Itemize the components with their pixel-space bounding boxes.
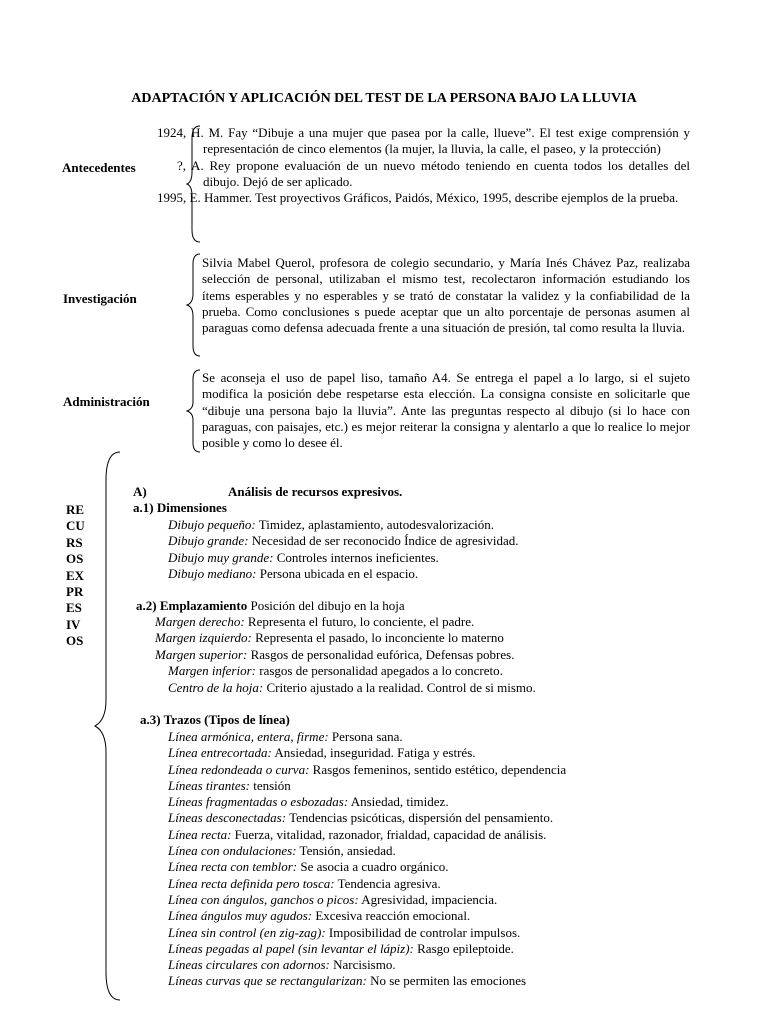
list-item: [155, 647, 514, 663]
item-term: Línea recta:: [168, 826, 232, 842]
item-term: Dibujo mediano:: [168, 565, 257, 581]
item-desc: Representa el futuro, lo conciente, el padre.: [244, 614, 475, 629]
vertical-syllable: RE: [66, 502, 85, 517]
investigacion-brace: [186, 252, 202, 358]
list-item: [168, 973, 566, 989]
recursos-vertical-label: [66, 502, 85, 650]
item-term: Línea con ángulos, ganchos o picos:: [168, 891, 359, 907]
vertical-syllable: OS: [66, 633, 84, 649]
vertical-syllable: CU: [66, 518, 85, 534]
administracion-label: Administración: [63, 394, 150, 409]
antecedentes-entries: [157, 125, 690, 206]
a2-title: a.2) Emplazamiento: [136, 598, 248, 613]
a2-heading: [136, 598, 405, 614]
item-term: Margen izquierdo:: [155, 630, 252, 645]
item-desc: Controles internos ineficientes.: [273, 549, 439, 565]
list-item: [168, 550, 519, 566]
a2-subtitle: Posición del dibujo en la hoja: [247, 598, 405, 613]
item-desc: Fuerza, vitalidad, razonador, frialdad, capacidad de análisis.: [231, 826, 547, 842]
item-desc: Agresividad, impaciencia.: [358, 891, 498, 907]
item-desc: Rasgos de personalidad eufórica, Defensas pobres.: [247, 647, 515, 662]
item-term: Línea entrecortada:: [168, 745, 272, 761]
list-item: [168, 680, 536, 696]
antecedentes-label: Antecedentes: [62, 160, 136, 175]
a1-list: [168, 517, 519, 582]
list-item: [168, 843, 566, 859]
recursos-brace: [92, 450, 124, 1002]
item-term: Líneas desconectadas:: [168, 810, 287, 826]
item-term: Margen superior:: [155, 647, 248, 662]
vertical-syllable: IV: [66, 616, 81, 632]
vertical-syllable: PR: [66, 584, 84, 600]
item-desc: No se permiten las emociones: [366, 973, 527, 989]
a1-title: a.1) Dimensiones: [133, 500, 227, 515]
item-term: Margen inferior:: [168, 663, 256, 678]
administracion-brace: [186, 368, 202, 454]
item-desc: Persona sana.: [328, 729, 403, 744]
list-item: [168, 762, 566, 778]
item-desc: Imposibilidad de controlar impulsos.: [325, 924, 521, 940]
item-desc: Rasgo epileptoide.: [413, 940, 514, 956]
item-term: Líneas pegadas al papel (sin levantar el lápiz):: [168, 940, 414, 956]
item-term: Línea con ondulaciones:: [168, 843, 297, 859]
list-item: [168, 892, 566, 908]
list-item: [168, 908, 566, 924]
vertical-syllable: EX: [66, 567, 85, 583]
list-item: [168, 566, 519, 582]
item-term: Dibujo pequeño:: [168, 517, 256, 532]
item-term: Línea armónica, entera, firme:: [168, 729, 329, 744]
item-term: Líneas tirantes:: [168, 777, 250, 793]
list-item: [168, 957, 566, 973]
item-desc: Representa el pasado, lo inconciente lo materno: [251, 630, 504, 645]
item-desc: tensión: [249, 777, 291, 793]
document-title: ADAPTACIÓN Y APLICACIÓN DEL TEST DE LA PERSONA BAJO LA LLUVIA: [131, 91, 637, 106]
item-term: Dibujo grande:: [168, 533, 249, 549]
list-item: [168, 941, 566, 957]
item-term: Línea recta con temblor:: [168, 859, 298, 875]
item-term: Línea redondeada o curva:: [168, 761, 310, 777]
vertical-syllable: RS: [66, 534, 83, 550]
list-item: [155, 614, 474, 630]
item-term: Líneas circulares con adornos:: [168, 957, 330, 973]
item-term: Líneas curvas que se rectangularizan:: [168, 973, 367, 989]
item-desc: Se asocia a cuadro orgánico.: [297, 859, 449, 875]
item-desc: Ansiedad, inseguridad. Fatiga y estrés.: [271, 745, 476, 761]
item-desc: rasgos de personalidad apegados a lo concreto.: [255, 663, 503, 678]
item-desc: Tendencia agresiva.: [334, 875, 441, 891]
item-desc: Persona ubicada en el espacio.: [256, 565, 419, 581]
list-item: [168, 827, 566, 843]
investigacion-text: Silvia Mabel Querol, profesora de colegio secundario, y María Inés Chávez Paz, realizaba selección de personal, utilizaban el mismo test, recolectaron información estudiando los ítems esperables y no esperables y se trató de constatar la validez y la confiabilidad de la prueba. Como conclusiones s puede aceptar que un alto porcentaje de personas asumen al paraguas como defensa adecuada frente a una situación de presión, tal como resulta la lluvia.: [202, 255, 690, 336]
administracion-text: Se aconseja el uso de papel liso, tamaño A4. Se entrega el papel a lo largo, si el sujeto modifica la posición debe respetarse esta elección. La consigna consiste en solicitarle que “dibuje una persona bajo la lluvia”. Ante las preguntas respecto al dibujo (si lo hace con paraguas, con paisajes, etc.) es mejor reiterar la consigna y alentarlo a que lo realice lo mejor posible y como lo desee él.: [202, 370, 690, 451]
list-item: [168, 925, 566, 941]
antecedente-1995: 1995, E. Hammer. Test proyectivos Gráficos, Paidós, México, 1995, describe ejemplos de la prueba.: [157, 190, 679, 206]
a3-list: [168, 729, 566, 990]
section-a-title: Análisis de recursos expresivos.: [228, 484, 403, 499]
item-desc: Ansiedad, timidez.: [348, 794, 449, 810]
vertical-syllable: ES: [66, 600, 82, 616]
list-item: [168, 663, 503, 679]
item-desc: Criterio ajustado a la realidad. Control de si mismo.: [263, 680, 536, 695]
list-item: [168, 876, 566, 892]
item-desc: Rasgos femeninos, sentido estético, dependencia: [309, 761, 567, 777]
item-term: Línea ángulos muy agudos:: [168, 908, 313, 924]
item-desc: Necesidad de ser reconocido Índice de agresividad.: [248, 533, 519, 549]
antecedente-1924: 1924, H. M. Fay “Dibuje a una mujer que pasea por la calle, llueve”. El test exige comprensión y representación de cinco elementos (la mujer, la lluvia, la calle, el paseo, y la protección): [157, 125, 690, 157]
investigacion-label: Investigación: [63, 291, 137, 306]
list-item: [168, 745, 566, 761]
a3-title: a.3) Trazos (Tipos de línea): [140, 712, 290, 727]
item-term: Centro de la hoja:: [168, 680, 264, 695]
item-term: Línea sin control (en zig-zag):: [168, 924, 326, 940]
list-item: [168, 794, 566, 810]
antecedente-rey: ?, A. Rey propone evaluación de un nuevo método teniendo en cuenta todos los detalles del dibujo. Dejó de ser aplicado.: [177, 157, 690, 189]
list-item: [168, 533, 519, 549]
list-item: [168, 517, 519, 533]
item-desc: Tendencias psicóticas, dispersión del pensamiento.: [286, 810, 554, 826]
item-term: Dibujo muy grande:: [168, 549, 274, 565]
vertical-syllable: OS: [66, 551, 84, 567]
item-desc: Excesiva reacción emocional.: [312, 908, 471, 924]
section-a-letter: A): [133, 484, 147, 499]
list-item: [168, 810, 566, 826]
list-item: [168, 778, 566, 794]
item-desc: Narcisismo.: [329, 957, 396, 973]
item-term: Líneas fragmentadas o esbozadas:: [168, 794, 349, 810]
item-desc: Timidez, aplastamiento, autodesvalorización.: [255, 517, 495, 532]
item-term: Línea recta definida pero tosca:: [168, 875, 335, 891]
item-desc: Tensión, ansiedad.: [296, 843, 396, 859]
list-item: [155, 630, 504, 646]
item-term: Margen derecho:: [155, 614, 245, 629]
list-item: [168, 729, 566, 745]
list-item: [168, 859, 566, 875]
